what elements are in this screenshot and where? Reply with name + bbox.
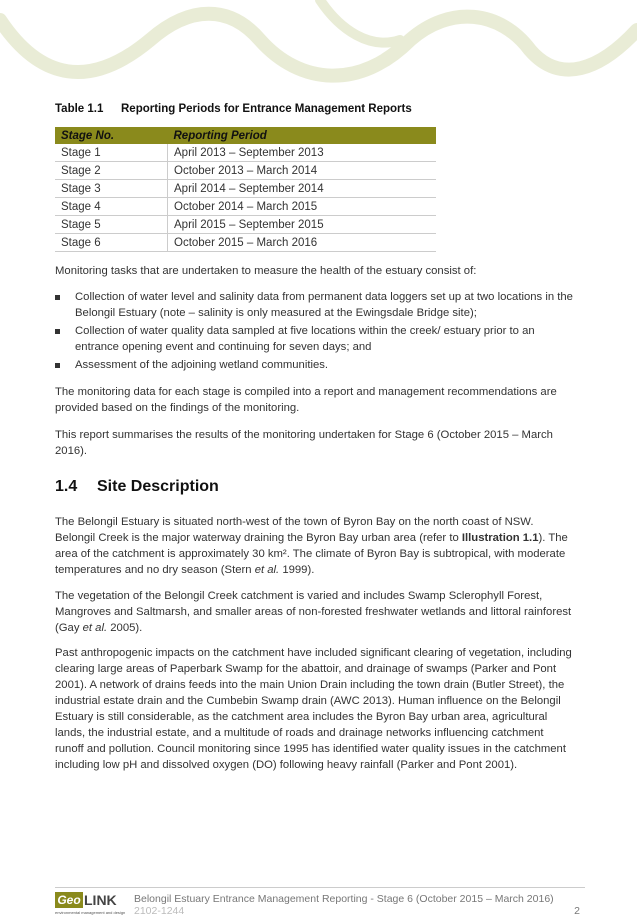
illustration-reference: Illustration 1.1 — [461, 532, 539, 544]
table-row — [55, 234, 436, 252]
site-paragraph-2 — [55, 588, 575, 636]
list-item — [55, 323, 575, 355]
logo-tagline: environmental management and design — [55, 910, 126, 915]
bullet-icon — [55, 295, 60, 300]
table-header-row — [55, 127, 436, 144]
period-cell: October 2015 – March 2016 — [168, 234, 437, 252]
list-item-text: Collection of water level and salinity data from permanent data loggers set up at two locations in the Belongil Estuary (note – salinity is only measured at the Ewingsdale Bridge site); — [75, 291, 573, 319]
logo-geo: Geo — [55, 892, 83, 908]
stage-cell: Stage 1 — [55, 144, 168, 162]
footer-text — [134, 893, 554, 917]
stage-cell: Stage 6 — [55, 234, 168, 252]
text-run: 2005). — [107, 622, 143, 634]
footer-divider — [55, 887, 585, 888]
table-caption-label: Table 1.1 — [55, 103, 104, 115]
header-decoration — [0, 0, 637, 100]
monitoring-tasks-list — [55, 289, 575, 375]
site-paragraph-3: Past anthropogenic impacts on the catchment have included significant clearing of vegetation, including clearing large areas of Paperbark Swamp for the abattoir, and drainage of swamps (Parker and Pont 2001). A network of drains feeds into the main Union Drain including the town drain (Butler Street), the industrial estate drain and the Cumbebin Swamp drain (AWC 2013). Human influence on the Belongil Estuary is still considerable, as the catchment area includes the Byron Bay urban area, agricultural lands, the industrial estate, and a multitude of roads and drainage networks influencing catchment runoff and pollution. Council monitoring since 1995 has identified water quality issues in the catchment including low pH and dissolved oxygen (DO) following heavy rainfall (Parker and Pont 2001). — [55, 647, 572, 771]
intro-paragraph: Monitoring tasks that are undertaken to measure the health of the estuary consist of: — [55, 265, 477, 277]
stage-cell: Stage 4 — [55, 198, 168, 216]
text-run: The Belongil Estuary is situated north-west of the town of Byron Bay on the north coast of NSW. Belongil Creek is the major waterway draining the Byron Bay urban area (refer to — [55, 516, 534, 544]
header-period: Reporting Period — [168, 127, 437, 144]
table-row — [55, 180, 436, 198]
table-caption-title: Reporting Periods for Entrance Management Reports — [121, 103, 412, 115]
period-cell: April 2015 – September 2015 — [168, 216, 437, 234]
site-paragraph-1 — [55, 514, 575, 578]
period-cell: April 2013 – September 2013 — [168, 144, 437, 162]
header-stage: Stage No. — [55, 127, 168, 144]
section-number: 1.4 — [55, 478, 78, 495]
text-run: ). The area of the catchment is approximately 30 km². The climate of Byron Bay is subtropical, with moderate temperatures and no dry season (Stern — [55, 532, 568, 576]
table-row — [55, 198, 436, 216]
table-row — [55, 162, 436, 180]
logo-link: LINK — [84, 892, 117, 908]
stage-cell: Stage 5 — [55, 216, 168, 234]
list-item — [55, 289, 575, 321]
table-caption — [55, 103, 412, 115]
stage-cell: Stage 2 — [55, 162, 168, 180]
page-number: 2 — [574, 905, 580, 917]
text-run: 1999). — [279, 564, 315, 576]
section-title: Site Description — [97, 478, 219, 495]
section-heading — [55, 478, 219, 496]
monitoring-data-paragraph: The monitoring data for each stage is compiled into a report and management recommendations are provided based on the findings of the monitoring. — [55, 386, 557, 414]
list-item-text: Assessment of the adjoining wetland communities. — [75, 359, 329, 371]
stage-cell: Stage 3 — [55, 180, 168, 198]
reporting-periods-table — [55, 127, 436, 252]
list-item — [55, 357, 575, 373]
summary-paragraph: This report summarises the results of the monitoring undertaken for Stage 6 (October 2015 – March 2016). — [55, 429, 553, 457]
geolink-logo — [55, 892, 126, 916]
period-cell: October 2013 – March 2014 — [168, 162, 437, 180]
table-row — [55, 216, 436, 234]
table-row — [55, 144, 436, 162]
period-cell: April 2014 – September 2014 — [168, 180, 437, 198]
text-run: et al. — [254, 564, 280, 576]
bullet-icon — [55, 363, 60, 368]
footer-title: Belongil Estuary Entrance Management Reporting - Stage 6 (October 2015 – March 2016) — [134, 893, 554, 905]
footer-job-number: 2102-1244 — [134, 905, 185, 917]
text-run: et al. — [82, 622, 108, 634]
list-item-text: Collection of water quality data sampled at five locations within the creek/ estuary prior to an entrance opening event and continuing for seven days; and — [75, 325, 535, 353]
bullet-icon — [55, 329, 60, 334]
text-run: The vegetation of the Belongil Creek catchment is varied and includes Swamp Sclerophyll Forest, Mangroves and Saltmarsh, and smaller areas of non-forested freshwater wetlands and littoral rainforest (Gay — [55, 590, 572, 634]
period-cell: October 2014 – March 2015 — [168, 198, 437, 216]
page-footer — [55, 887, 585, 924]
